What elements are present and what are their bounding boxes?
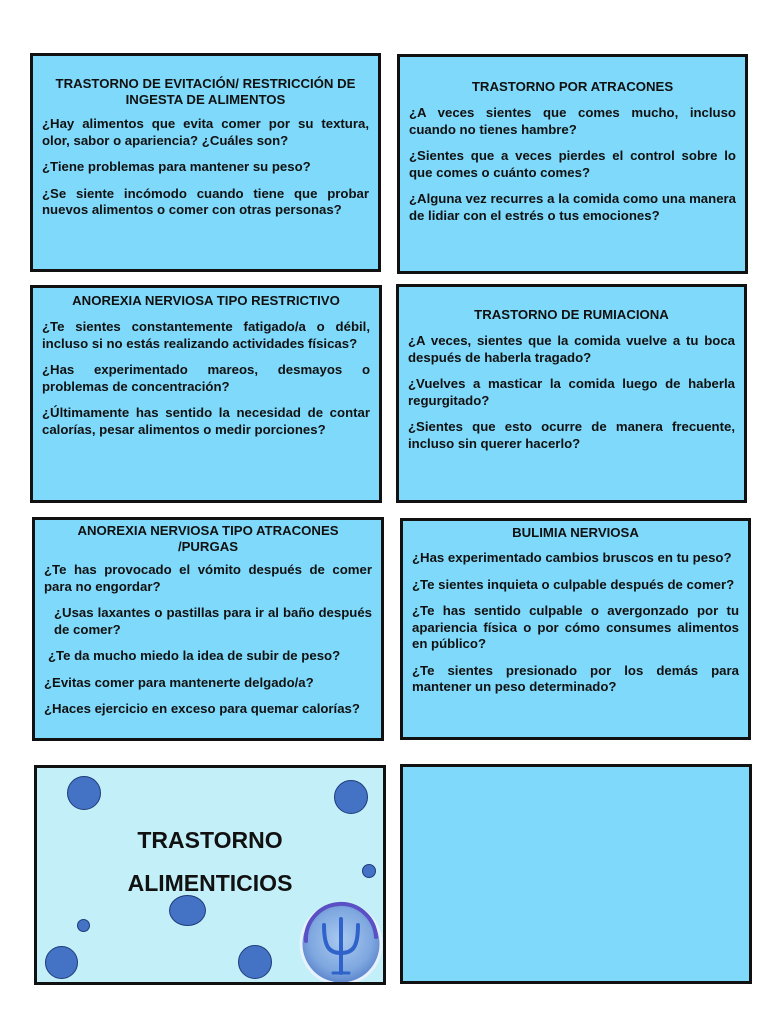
card-question: ¿Sientes que esto ocurre de manera frecuente, incluso sin querer hacerlo?	[408, 419, 735, 451]
cover-card	[34, 765, 386, 985]
blank-card	[400, 764, 752, 984]
card-question: ¿Se siente incómodo cuando tiene que probar nuevos alimentos o comer con otras personas?	[42, 185, 369, 217]
card-title: TRASTORNO DE RUMIACIONA	[474, 307, 669, 322]
card-question: ¿Te sientes constantemente fatigado/a o débil, incluso si no estás realizando actividades físicas?	[42, 319, 370, 351]
card-question: ¿Te sientes inquieta o culpable después de comer?	[412, 576, 735, 592]
card-question: ¿A veces, sientes que la comida vuelve a tu boca después de haberla tragado?	[408, 333, 735, 365]
decorative-circle	[77, 919, 90, 932]
card-bulimia	[400, 518, 751, 740]
card-question: ¿Has experimentado mareos, desmayos o problemas de concentración?	[42, 362, 370, 394]
card-title: ANOREXIA NERVIOSA TIPO RESTRICTIVO	[72, 293, 340, 308]
card-title: TRASTORNO POR ATRACONES	[471, 79, 674, 94]
card-anorexia-restrictive	[30, 285, 382, 503]
card-title: TRASTORNO DE EVITACIÓN/ RESTRICCIÓN DE INGESTA DE ALIMENTOS	[55, 76, 356, 107]
psi-icon	[298, 901, 384, 985]
card-question: ¿Tiene problemas para mantener su peso?	[42, 159, 311, 174]
cover-title-line2: ALIMENTICIOS	[127, 870, 293, 896]
decorative-circle	[238, 945, 272, 979]
decorative-circle	[67, 776, 101, 810]
card-rumination	[396, 284, 747, 503]
card-question: ¿A veces sientes que comes mucho, incluso cuando no tienes hambre?	[409, 105, 736, 137]
card-question: ¿Vuelves a masticar la comida luego de haberla regurgitado?	[408, 376, 735, 408]
card-question: ¿Has experimentado cambios bruscos en tu peso?	[412, 550, 732, 565]
card-arfid	[30, 53, 381, 272]
card-question: ¿Hay alimentos que evita comer por su textura, olor, sabor o apariencia? ¿Cuáles son?	[42, 116, 369, 148]
card-anorexia-binge-purge	[32, 517, 384, 741]
card-binge-eating	[397, 54, 748, 274]
card-question: ¿Alguna vez recurres a la comida como una manera de lidiar con el estrés o tus emociones?	[409, 191, 736, 223]
card-question: ¿Evitas comer para mantenerte delgado/a?	[44, 674, 314, 690]
card-question: ¿Últimamente has sentido la necesidad de contar calorías, pesar alimentos o medir porciones?	[42, 405, 370, 437]
decorative-circle	[334, 780, 368, 814]
card-question: ¿Usas laxantes o pastillas para ir al baño después de comer?	[54, 605, 372, 637]
decorative-circle	[45, 946, 78, 979]
card-question: ¿Haces ejercicio en exceso para quemar calorías?	[44, 701, 360, 716]
card-question: ¿Te sientes presionado por los demás para mantener un peso determinado?	[412, 662, 739, 694]
card-title: BULIMIA NERVIOSA	[512, 525, 639, 540]
card-question: ¿Te has provocado el vómito después de comer para no engordar?	[44, 562, 372, 594]
card-question: ¿Sientes que a veces pierdes el control sobre lo que comes o cuánto comes?	[409, 148, 736, 180]
card-question: ¿Te da mucho miedo la idea de subir de peso?	[48, 648, 341, 663]
card-title: ANOREXIA NERVIOSA TIPO ATRACONES /PURGAS	[77, 523, 339, 554]
cover-title-line1: TRASTORNO	[137, 827, 283, 853]
card-question: ¿Te has sentido culpable o avergonzado por tu apariencia física o por cómo consumes alimentos en público?	[412, 603, 739, 651]
